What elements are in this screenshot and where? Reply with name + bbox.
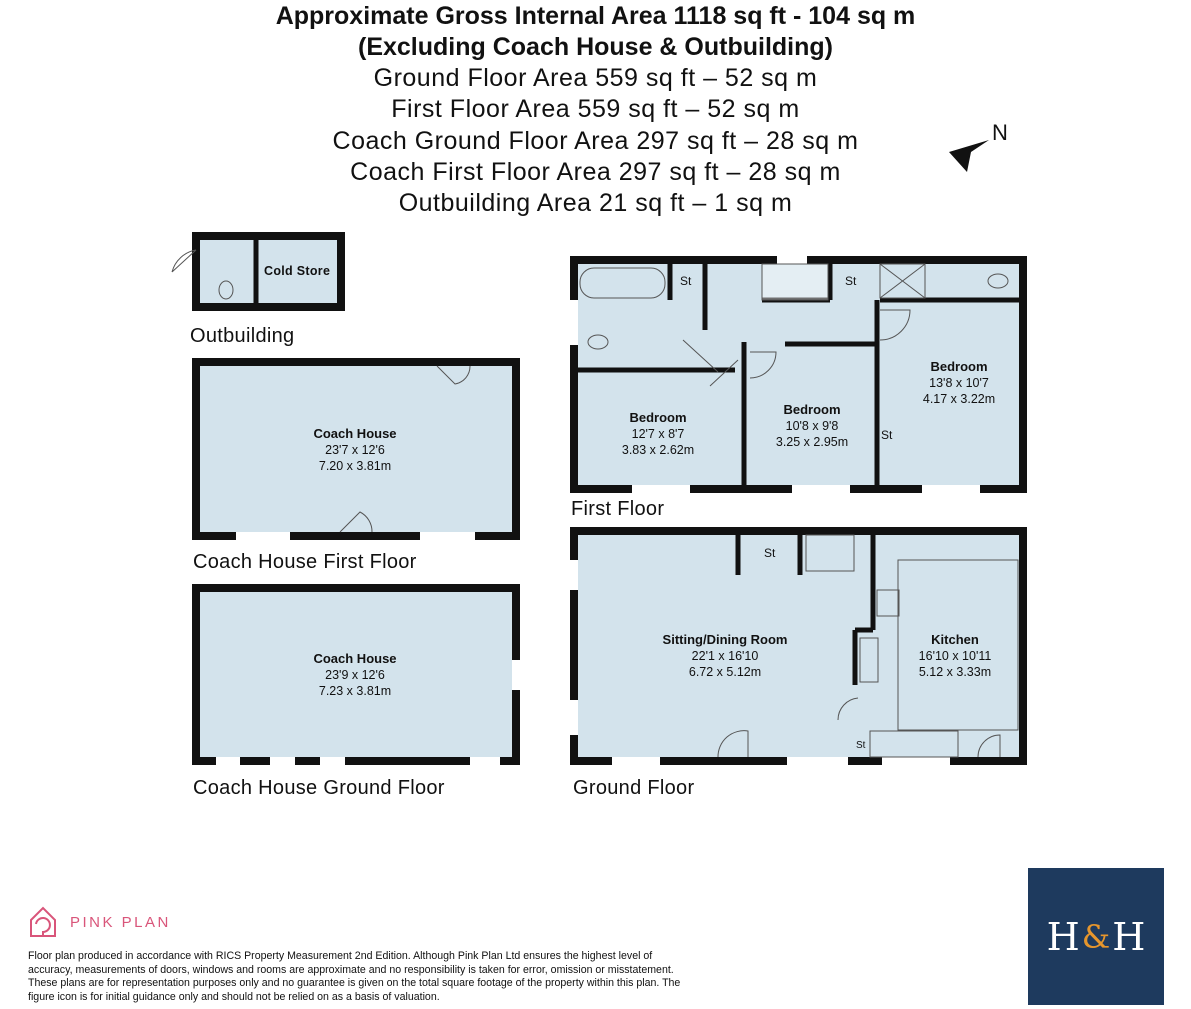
agent-logo: H & H [1028, 868, 1164, 1005]
plan-subtitle: (Excluding Coach House & Outbuilding) [358, 33, 833, 61]
area-ground: Ground Floor Area 559 sq ft – 52 sq m [373, 64, 818, 92]
outbuilding-label: Outbuilding [190, 325, 295, 347]
pink-plan-logo-icon [28, 904, 58, 938]
storage-label: St [881, 428, 893, 442]
storage-label: St [764, 546, 776, 560]
coach-ground-label: Coach House Ground Floor [193, 777, 445, 799]
ground-floor-label: Ground Floor [573, 777, 695, 799]
pink-plan-brand: PINK PLAN [70, 914, 171, 931]
room-sitting-dining: Sitting/Dining Room 22'1 x 16'10 6.72 x 5.12m [662, 632, 788, 679]
area-coach-ground: Coach Ground Floor Area 297 sq ft – 28 sq m [332, 127, 859, 155]
plan-title: Approximate Gross Internal Area 1118 sq ft - 104 sq m [275, 2, 916, 30]
first-floor-label: First Floor [571, 498, 665, 520]
room-coach-house-ground: Coach House 23'9 x 12'6 7.23 x 3.81m [313, 651, 397, 698]
area-first: First Floor Area 559 sq ft – 52 sq m [391, 95, 800, 123]
room-bedroom-1: Bedroom 12'7 x 8'7 3.83 x 2.62m [621, 410, 695, 457]
storage-label: St [856, 740, 866, 751]
room-bedroom-2: Bedroom 10'8 x 9'8 3.25 x 2.95m [775, 402, 849, 449]
storage-label: St [845, 274, 857, 288]
cold-store-label: Cold Store [264, 264, 331, 278]
room-bedroom-3: Bedroom 13'8 x 10'7 4.17 x 3.22m [922, 359, 996, 406]
coach-first-label: Coach House First Floor [193, 551, 417, 573]
compass-label: N [992, 120, 1009, 145]
area-coach-first: Coach First Floor Area 297 sq ft – 28 sq m [350, 158, 841, 186]
area-outbuilding: Outbuilding Area 21 sq ft – 1 sq m [398, 189, 793, 217]
room-kitchen: Kitchen 16'10 x 10'11 5.12 x 3.33m [918, 632, 992, 679]
room-coach-house-first: Coach House 23'7 x 12'6 7.20 x 3.81m [313, 426, 397, 473]
disclaimer-text: Floor plan produced in accordance with RICS Property Measurement 2nd Edition. Although Pink Plan Ltd ensures the highest level of accuracy, measurements of doors, windows and rooms are approximate and no responsibility is taken for error, omission or misstatement. These plans are for representation purposes only and no guarantee is given on the total square footage of the property within this plan. The figure icon is for initial guidance only and should not be relied on as a basis of valuation. [28, 950, 681, 1003]
storage-label: St [680, 274, 692, 288]
